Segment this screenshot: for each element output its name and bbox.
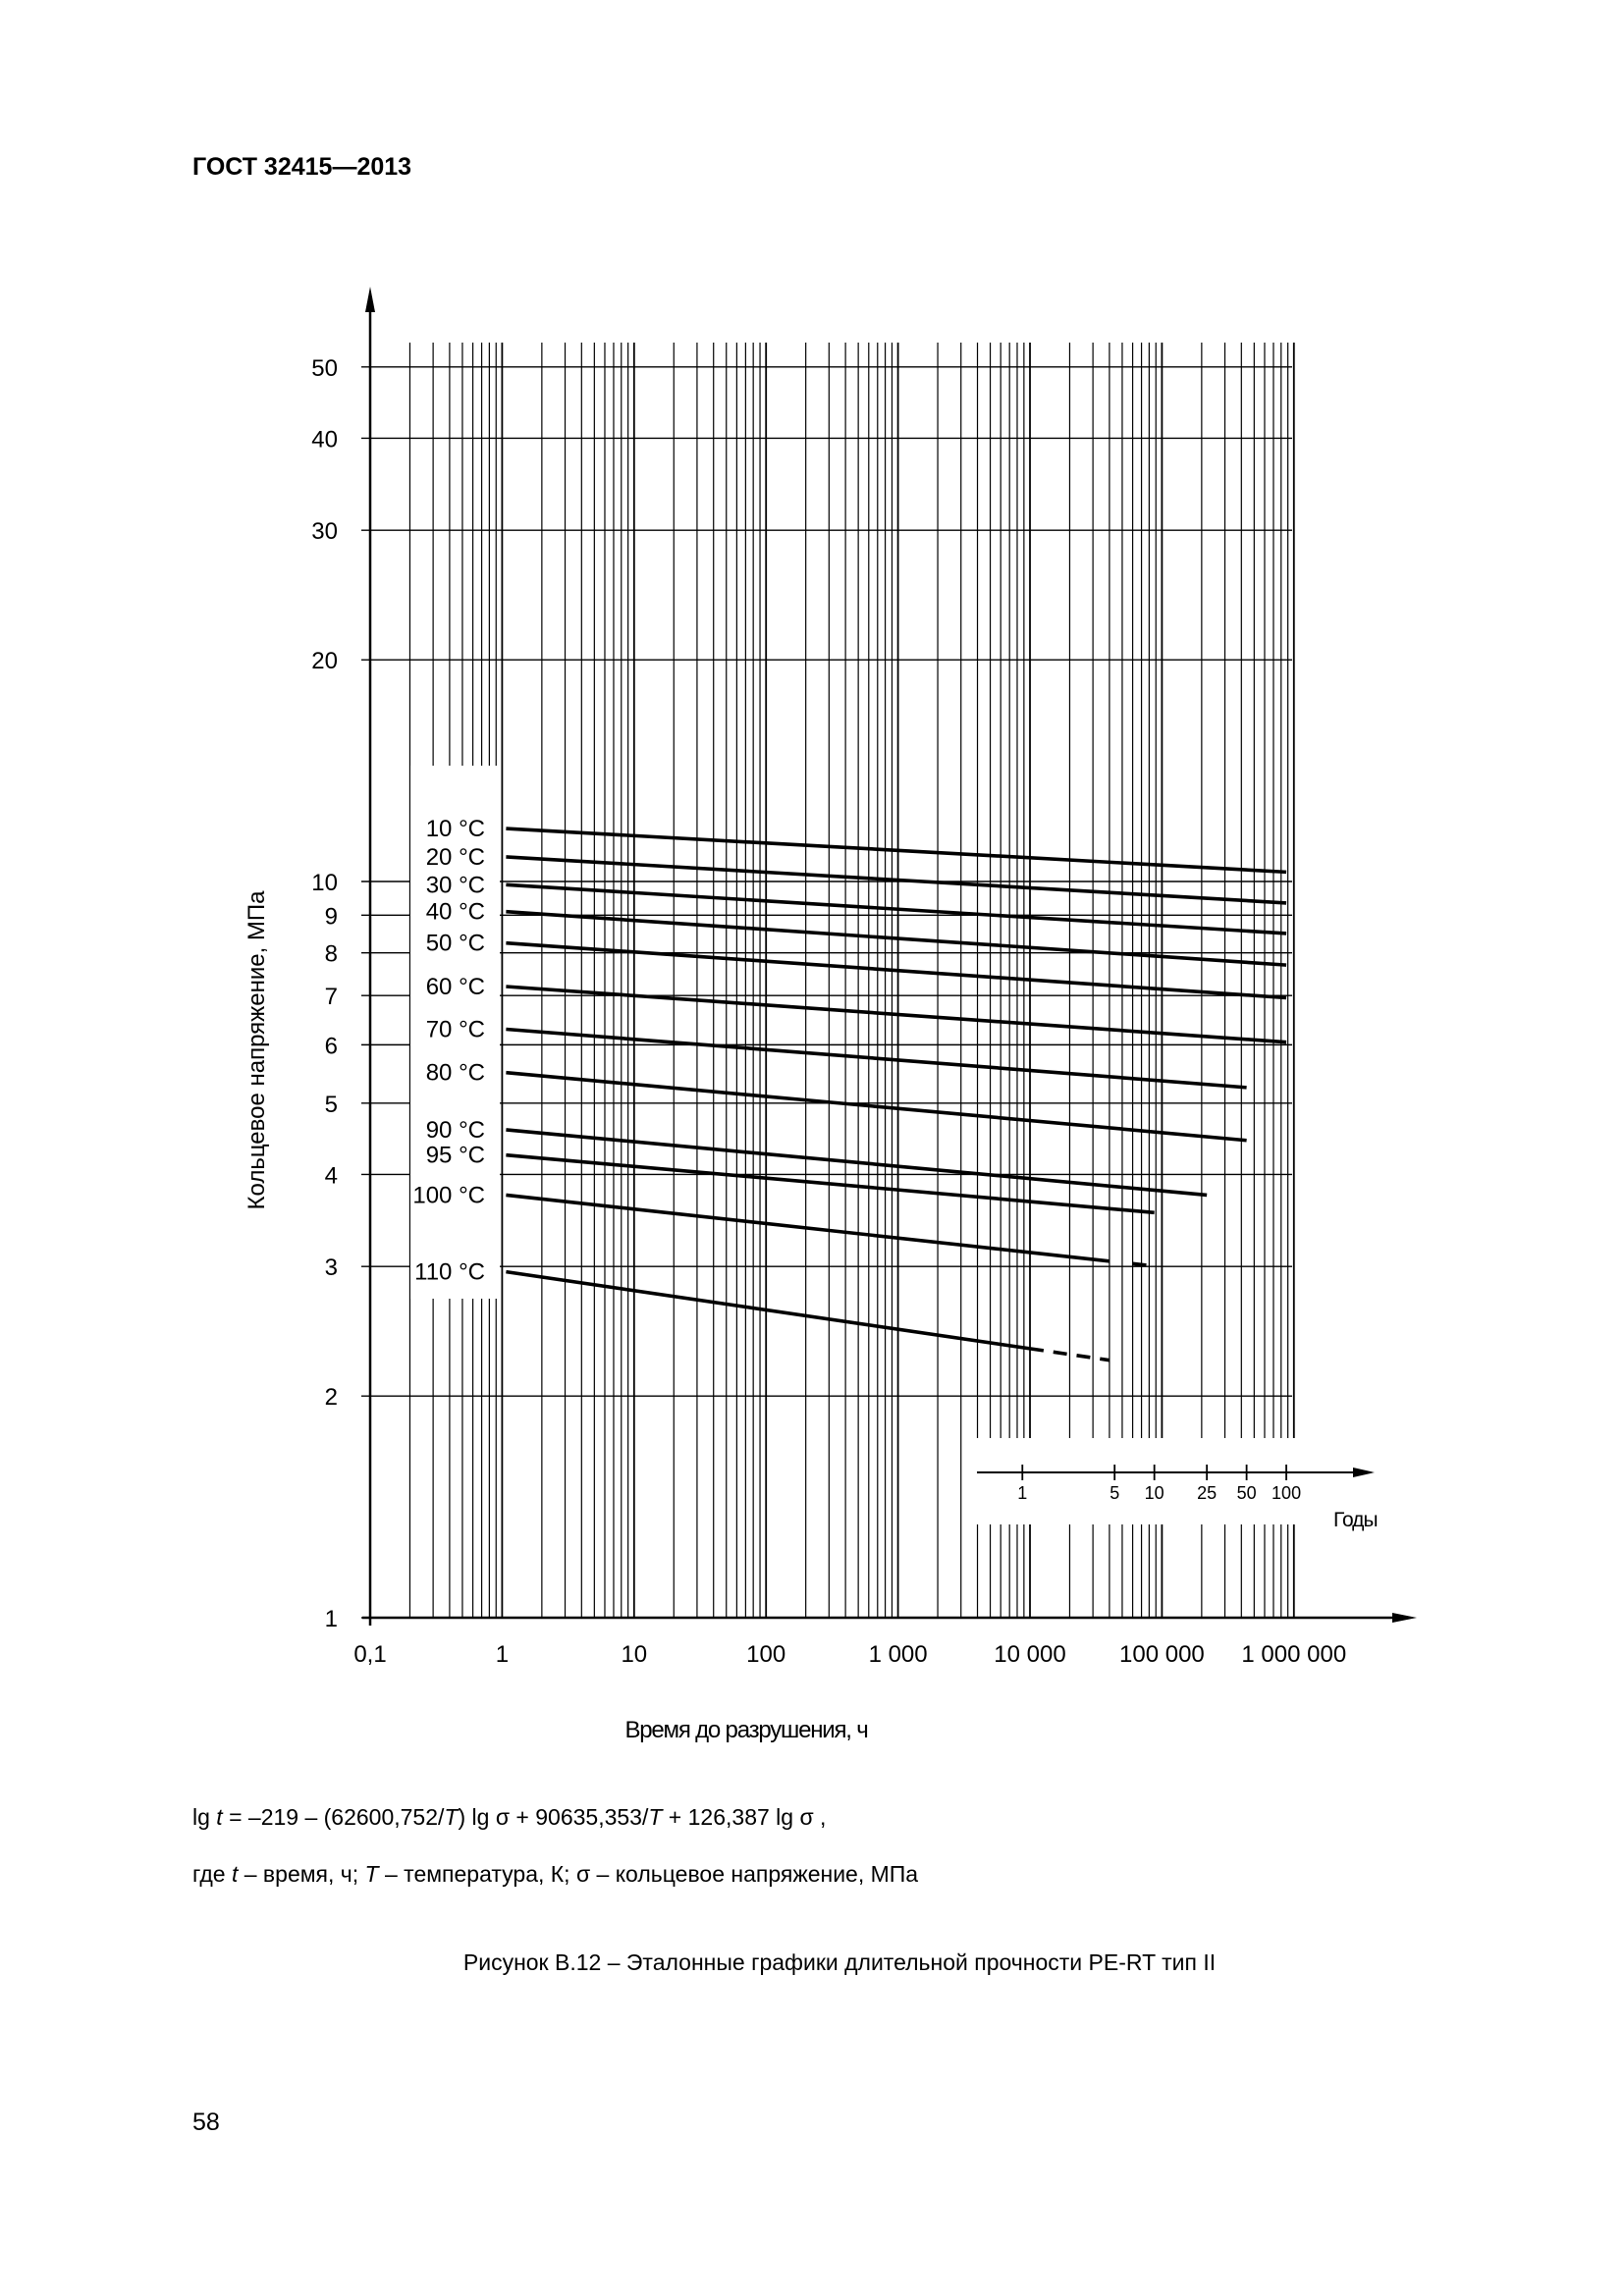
series-label: 60 °C (425, 974, 485, 1001)
series-line (506, 1272, 1030, 1349)
formula-part: + 126,387 lg σ , (662, 1804, 827, 1830)
years-tick-label: 50 (1236, 1483, 1257, 1503)
formula-var-t: t (216, 1804, 223, 1830)
formula-part: ) lg σ + 90635,353/ (458, 1804, 649, 1830)
y-tick-label: 30 (311, 518, 338, 546)
x-tick-label: 10 000 (994, 1641, 1066, 1668)
series-line (506, 943, 1286, 998)
years-axis-background (965, 1438, 1302, 1524)
y-tick-label: 5 (324, 1091, 338, 1118)
x-tick-label: 1 (495, 1641, 510, 1668)
series-label: 10 °C (425, 816, 485, 843)
y-tick-label: 50 (311, 354, 338, 382)
y-tick-label: 7 (324, 984, 338, 1011)
y-tick-label: 4 (324, 1162, 338, 1190)
legend-var-T: T (364, 1861, 379, 1887)
y-tick-label: 1 (324, 1606, 338, 1632)
x-tick-label: 100 (746, 1641, 786, 1668)
x-tick-label: 1 000 (868, 1641, 928, 1668)
x-tick-label: 1 000 000 (1241, 1641, 1347, 1668)
years-axis (965, 1438, 1378, 1531)
years-axis-arrow (1353, 1468, 1375, 1477)
y-tick-label: 3 (324, 1255, 338, 1282)
figure-caption-text: Рисунок В.12 – Эталонные графики длительной прочности PE-RT тип II (462, 1949, 1217, 1975)
series-label: 20 °C (425, 843, 485, 871)
years-tick-label: 25 (1197, 1483, 1218, 1503)
formula-legend (192, 1861, 918, 1888)
chart-labels (244, 355, 1346, 1743)
legend-part: где (192, 1861, 232, 1887)
x-axis-title: Время до разрушения, ч (624, 1717, 868, 1743)
series-label: 30 °C (425, 872, 485, 899)
formula-part: = –219 – (62600,752/ (222, 1804, 445, 1830)
chart-series (506, 828, 1286, 1361)
y-axis-title: Кольцевое напряжение, МПа (244, 890, 270, 1210)
series-label: 70 °C (425, 1016, 485, 1043)
years-tick-label: 5 (1110, 1483, 1120, 1503)
series-label: 40 °C (425, 898, 485, 926)
years-tick-label: 100 (1272, 1483, 1302, 1503)
x-tick-label: 10 (621, 1641, 648, 1668)
series-label: 100 °C (412, 1182, 485, 1209)
y-axis-arrow (365, 287, 375, 312)
legend-var-t: t (231, 1861, 239, 1887)
series-label: 90 °C (425, 1116, 485, 1144)
formula-part: lg (192, 1804, 217, 1830)
x-tick-label: 100 000 (1119, 1641, 1205, 1668)
series-label: 80 °C (425, 1059, 485, 1087)
x-tick-label: 0,1 (353, 1641, 387, 1668)
series-extrapolation-dashed (1133, 1263, 1155, 1265)
y-tick-label: 20 (311, 648, 338, 675)
series-line (506, 912, 1286, 965)
series-line (506, 1195, 1110, 1260)
legend-part: – время, ч; (238, 1861, 365, 1887)
legend-part: – температура, К; σ – кольцевое напряжение, МПа (378, 1861, 919, 1887)
chart-grid (361, 343, 1294, 1618)
series-label: 110 °C (414, 1258, 485, 1286)
formula-var-T: T (444, 1804, 459, 1830)
y-tick-label: 6 (324, 1033, 338, 1060)
document-header: ГОСТ 32415—2013 (192, 153, 412, 181)
series-line (506, 1073, 1246, 1141)
formula (192, 1804, 826, 1831)
years-tick-label: 1 (1017, 1483, 1028, 1503)
series-line (506, 1029, 1246, 1087)
y-tick-label: 40 (311, 426, 338, 454)
page-number: 58 (192, 2109, 220, 2136)
series-label: 50 °C (425, 930, 485, 957)
y-tick-label: 2 (324, 1384, 338, 1412)
years-axis-title: Годы (1333, 1509, 1378, 1531)
y-tick-label: 10 (311, 870, 338, 896)
y-tick-label: 8 (324, 940, 338, 968)
figure-caption (0, 1949, 1624, 1976)
series-line (506, 884, 1286, 934)
y-tick-label: 9 (324, 903, 338, 931)
formula-var-T: T (648, 1804, 663, 1830)
years-tick-label: 10 (1144, 1483, 1164, 1503)
series-label: 95 °C (425, 1142, 485, 1169)
x-axis-arrow (1392, 1613, 1417, 1623)
chart-axes (362, 287, 1417, 1626)
